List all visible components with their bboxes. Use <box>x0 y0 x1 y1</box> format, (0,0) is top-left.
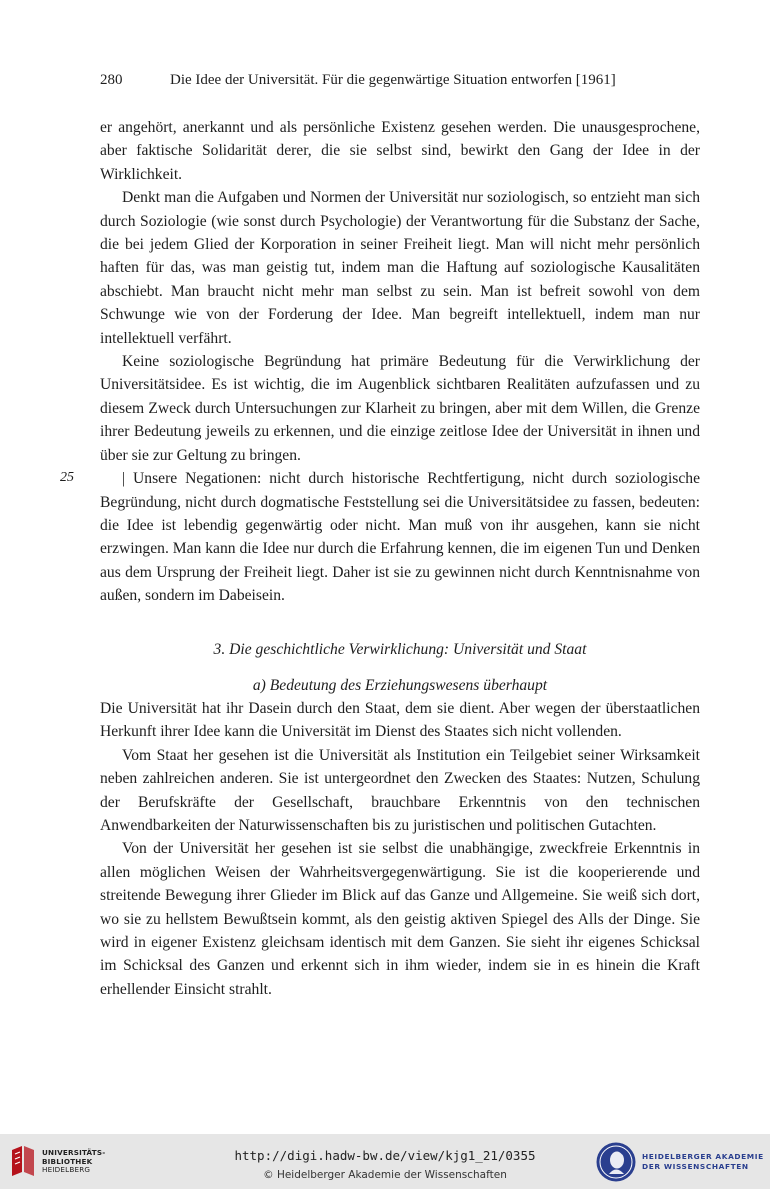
library-logo-line: UNIVERSITÄTS- <box>42 1148 106 1157</box>
margin-line-number: 25 <box>60 470 74 485</box>
section-heading: 3. Die geschichtliche Verwirklichung: Universität und Staat <box>213 641 587 658</box>
body-text-section <box>100 697 700 1001</box>
page-number: 280 <box>100 72 123 88</box>
section-subheading: a) Bedeutung des Erziehungswesens überhaupt <box>252 677 548 694</box>
paragraph: Vom Staat her gesehen ist die Universität als Institution ein Teilgebiet seiner Wirksamkeit neben zahlreichen anderen. Sie ist untergeordnet den Zwecken des Staates: Nutzen, Schulung der Berufskräfte der Gesellschaft, brauchbare Erkenntnis von den technischen Anwendbarkeiten der Naturwissenschaften bis zu juristischen und politischen Gutachten. <box>100 746 700 835</box>
library-logo-line: BIBLIOTHEK <box>42 1156 93 1166</box>
paragraph: Denkt man die Aufgaben und Normen der Universität nur soziologisch, so entzieht man sich durch Soziologie (wie sonst durch Psychologie) der Verantwortung für die Substanz der Sache, die bei jedem Glied der Korporation in seiner Freiheit liegt. Man will nicht mehr persönlich haften für das, was man geistig tut, indem man die Haftung auf soziologische Kausalitäten abschiebt. Man braucht nicht mehr man selbst zu sein. Man ist befreit sowohl von dem Schwunge wie von der Forderung der Idee. Man begreift intellektuell, indem man nur intellektuell verfährt. <box>100 189 700 347</box>
body-text-top <box>100 116 700 608</box>
academy-logo[interactable] <box>595 1141 765 1183</box>
academy-logo-line: DER WISSENSCHAFTEN <box>642 1161 749 1171</box>
paragraph: Von der Universität her gesehen ist sie selbst die unabhängige, zweckfreie Erkenntnis in allen möglichen Weisen der Wahrheitsvergegenwärtigung. Sie ist die kooperierende und streitende Bewegung ihrer Glieder im Blick auf das Ganze und Allgemeine. Sie weiß sich dort, wo sie zu hellstem Bewußtsein kommt, als den geistig aktiven Spiegel des Alls der Dinge. Sie wird in eigener Existenz gleichsam identisch mit dem Ganzen. Sie sieht ihr eigenes Schicksal im Schicksal des Ganzen und erkennt sich in ihm wieder, indem sie in es hinein die Kraft erhellender Einsicht strahlt. <box>100 840 700 998</box>
copyright-notice: © Heidelberger Akademie der Wissenschaften <box>263 1169 507 1181</box>
permalink-url[interactable]: http://digi.hadw-bw.de/view/kjg1_21/0355 <box>234 1148 536 1163</box>
library-logo-line: HEIDELBERG <box>42 1165 91 1175</box>
viewer-footer <box>0 1134 770 1189</box>
academy-seal-icon <box>595 1141 637 1183</box>
paragraph: | Unsere Negationen: nicht durch historische Rechtfertigung, nicht durch soziologische Begründung, nicht durch dogmatische Feststellung sei die Universitätsidee zu fassen, bedeuten: die Idee ist lebendig gegenwärtig oder nicht. Man muß von ihr ausgehen, kann sie nicht erzwingen. Man kann die Idee nur durch die Erfahrung kennen, die im eigenen Tun und Denken aus dem Ursprung der Freiheit liegt. Daher ist sie zu gewinnen nicht durch Kenntnisnahme von außen, sondern im Dabeisein. <box>100 470 700 605</box>
paragraph: er angehört, anerkannt und als persönliche Existenz gesehen werden. Die unausgesprochene, aber faktische Solidarität derer, die sie selbst sind, bewirkt den Gang der Idee in der Wirklichkeit. <box>100 119 700 183</box>
paragraph: Die Universität hat ihr Dasein durch den Staat, dem sie dient. Aber wegen der überstaatlichen Herkunft ihrer Idee kann die Universität im Dienst des Staates sich nicht vollenden. <box>100 700 700 741</box>
running-title: Die Idee der Universität. Für die gegenwärtige Situation entworfen [1961] <box>170 72 616 88</box>
academy-logo-line: HEIDELBERGER AKADEMIE <box>642 1152 764 1161</box>
running-header <box>100 70 700 90</box>
paragraph: Keine soziologische Begründung hat primäre Bedeutung für die Verwirklichung der Universitätsidee. Es ist wichtig, die im Augenblick sichtbaren Realitäten aufzufassen und zu diesem Zweck durch Untersuchungen zur Klarheit zu bringen, aber mit dem Willen, die Grenze ihrer Bedeutung jeweils zu erkennen, und die einzige zeitlose Idee der Universität in ihnen und über sie zur Geltung zu bringen. <box>100 353 700 464</box>
